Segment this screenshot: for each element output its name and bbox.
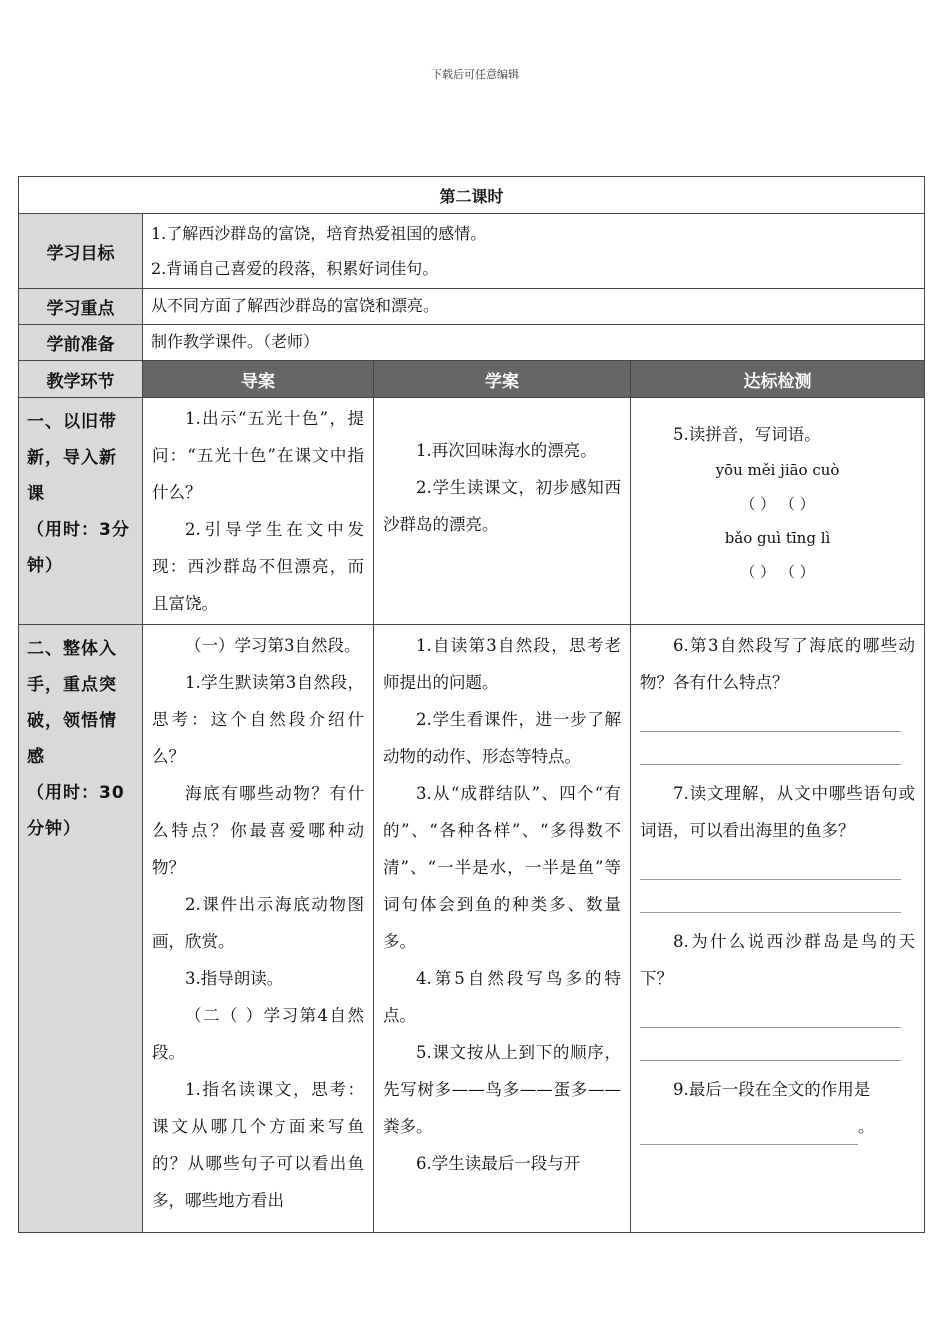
goal-2: 2.背诵自己喜爱的段落，积累好词佳句。	[151, 259, 439, 278]
answer-line[interactable]	[640, 742, 901, 765]
focus-text: 从不同方面了解西沙群岛的富饶和漂亮。	[143, 289, 925, 325]
goals-text	[143, 214, 925, 289]
pinyin-row-2: bǎo guì tīng lì	[724, 529, 831, 547]
blank-row-2[interactable]: （ ） （ ）	[740, 563, 815, 581]
stage2-study-3: 3.从“成群结队”、四个“有的”、“各种各样”、“多得数不清”、“一半是水，一半是鱼”等词句体会到鱼的种类多、数量多。	[383, 784, 621, 951]
stage2-study-4: 4.第5自然段写鸟多的特点。	[383, 969, 621, 1025]
stage2-study-1: 1.自读第3自然段，思考老师提出的问题。	[383, 636, 621, 692]
stage2-guide-1: （一）学习第3自然段。	[185, 636, 361, 655]
prep-label: 学前准备	[19, 325, 143, 361]
stage2-check-9-answer	[640, 1108, 915, 1145]
stage1-title: 一、以旧带新，导入新课	[27, 412, 117, 504]
check-end: 。	[858, 1117, 875, 1136]
stage2-guide-5: 3.指导朗读。	[185, 969, 284, 988]
stage2-check-6: 6.第3自然段写了海底的哪些动物？各有什么特点？	[640, 636, 916, 692]
stage2-check-7: 7.读文理解，从文中哪些语句或词语，可以看出海里的鱼多？	[640, 784, 916, 840]
stage1-study-2: 2.学生读课文，初步感知西沙群岛的漂亮。	[383, 478, 621, 534]
stage2-guide-4: 2.课件出示海底动物图画，欣赏。	[152, 895, 364, 951]
answer-line[interactable]	[640, 857, 901, 880]
stage2-check-9: 9.最后一段在全文的作用是	[673, 1080, 871, 1099]
stage2-study-2: 2.学生看课件，进一步了解动物的动作、形态等特点。	[383, 710, 621, 766]
answer-line[interactable]	[640, 890, 901, 913]
goal-1: 1.了解西沙群岛的富饶，培育热爱祖国的感情。	[151, 224, 487, 243]
section-label: 教学环节	[19, 361, 143, 398]
col-study-header: 学案	[374, 361, 631, 398]
stage1-guide-1: 1.出示“五光十色”，提问：“五光十色”在课文中指什么？	[152, 409, 364, 502]
focus-label: 学习重点	[19, 289, 143, 325]
stage1-study	[374, 398, 631, 625]
goals-label: 学习目标	[19, 214, 143, 289]
stage2-study-6: 6.学生读最后一段与开	[416, 1154, 581, 1173]
stage2-guide	[143, 625, 374, 1233]
stage1-study-1: 1.再次回味海水的漂亮。	[416, 441, 597, 460]
stage1-guide	[143, 398, 374, 625]
blank-row-1[interactable]: （ ） （ ）	[740, 495, 815, 513]
stage2-label	[19, 625, 143, 1233]
stage2-check	[631, 625, 925, 1233]
stage2-guide-7: 1.指名读课文，思考：课文从哪几个方面来写鱼的？从哪些句子可以看出鱼多，哪些地方看出	[152, 1080, 364, 1210]
stage2-guide-2: 1.学生默读第3自然段，思考：这个自然段介绍什么？	[152, 673, 364, 766]
answer-line[interactable]	[640, 1005, 901, 1028]
lesson-table	[18, 176, 925, 1233]
stage2-study-5: 5.课文按从上到下的顺序，先写树多——鸟多——蛋多——粪多。	[383, 1043, 621, 1136]
stage2-title: 二、整体入手，重点突破，领悟情感	[27, 639, 117, 767]
lesson-title: 第二课时	[19, 177, 925, 214]
stage2-study	[374, 625, 631, 1233]
col-guide-header: 导案	[143, 361, 374, 398]
prep-text: 制作教学课件。（老师）	[143, 325, 925, 361]
stage2-check-8: 8.为什么说西沙群岛是鸟的天下？	[640, 932, 916, 988]
stage1-label	[19, 398, 143, 625]
stage2-guide-6: （二（ ）学习第4自然段。	[152, 1006, 364, 1062]
pinyin-row-1: yōu měi jiāo cuò	[715, 461, 840, 479]
stage1-check-title: 5.读拼音，写词语。	[673, 425, 821, 444]
stage1-time: （用时：3分钟）	[27, 520, 130, 576]
answer-line[interactable]	[640, 709, 901, 732]
answer-line[interactable]	[640, 1038, 901, 1061]
answer-blank[interactable]	[640, 1126, 858, 1145]
header-note: 下载后可任意编辑	[431, 68, 519, 81]
stage1-guide-2: 2.引导学生在文中发现：西沙群岛不但漂亮，而且富饶。	[152, 520, 364, 613]
stage2-time: （用时：30分钟）	[27, 783, 125, 839]
col-check-header: 达标检测	[631, 361, 925, 398]
stage2-guide-3: 海底有哪些动物？有什么特点？你最喜爱哪种动物？	[152, 784, 364, 877]
stage1-check	[631, 398, 925, 625]
